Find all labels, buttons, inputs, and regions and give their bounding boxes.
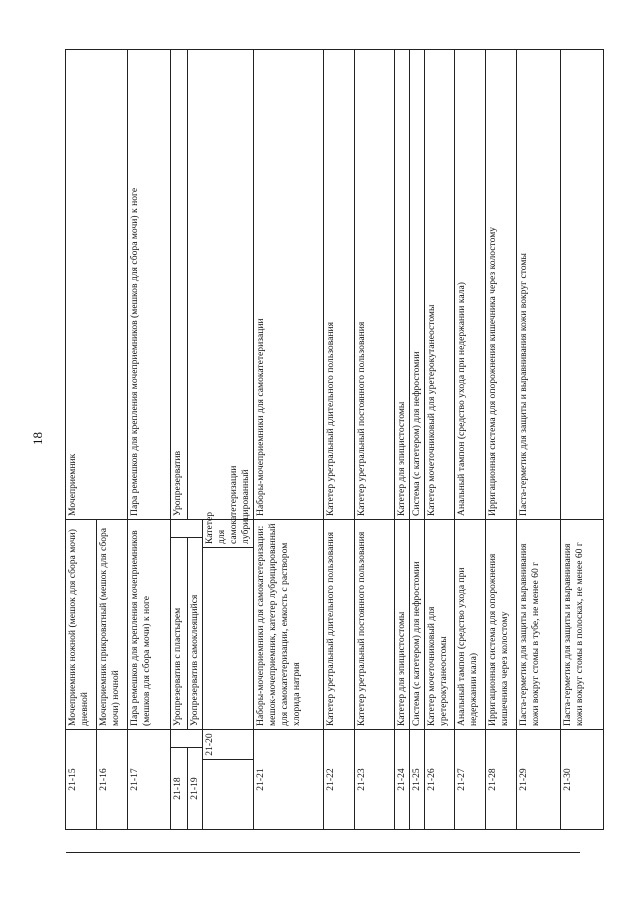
row-right: Анальный тампон (средство ухода при недержании кала) [455,49,486,519]
row-name: Пара ремешков для крепления мочеприемников (мешков для сбора мочи) к ноге [128,519,171,729]
row-number: 21-21 [254,729,324,829]
row-name: Наборы-мочеприемники для самокатетеризации: мешок-мочеприемник, катетер лубрицированный для самокатетеризации, емкость с раствором хлорида натрия [254,519,324,729]
table-row [395,49,410,829]
row-right: Катетер для эпицистостомы [395,49,410,519]
table-row [254,49,324,829]
row-right: Наборы-мочеприемники для самокатетеризации [254,49,324,519]
row-right: Паста-герметик для защиты и выравнивания кожи вокруг стомы [517,49,561,519]
row-number: 21-16 [97,729,128,829]
row-name: Анальный тампон (средство ухода при недержании кала) [455,519,486,729]
row-name: Уропрезерватив самоклеящийся [188,537,203,729]
row-number: 21-28 [486,729,517,829]
row-right: Уропрезерватив [171,49,188,519]
row-number: 21-18 [171,748,188,830]
row-number: 21-19 [188,748,203,830]
row-right: Система (с катетером) для нефростомии [410,49,425,519]
table-row [188,49,203,829]
top-spanning-cell: Мочеприемник [66,49,128,519]
table-row [324,49,355,829]
row-number: 21-24 [395,729,410,829]
table-row [66,49,97,829]
row-name: Паста-герметик для защиты и выравнивания кожи вокруг стомы в полосках, не менее 60 г [561,519,604,729]
row-name: Катетер мочеточниковый для уретерокутанеостомы [425,519,455,729]
row-name: Паста-герметик для защиты и выравнивания кожи вокруг стомы в тубе, не менее 60 г [517,519,561,729]
row-number: 21-20 [203,729,254,759]
table-row [171,49,188,829]
table-row [410,49,425,829]
row-number: 21-25 [410,729,425,829]
rotated-table-container [65,50,585,830]
table-row [486,49,517,829]
table-row [425,49,455,829]
row-right: Катетер уретральный постоянного пользования [355,49,395,519]
row-number: 21-27 [455,729,486,829]
row-right: Пара ремешков для крепления мочеприемников (мешков для сбора мочи) к ноге [128,49,171,519]
row-number: 21-15 [66,729,97,829]
row-name: Катетер для эпицистостомы [395,519,410,729]
row-name: Катетер уретральный постоянного пользования [355,519,395,729]
row-number: 21-30 [561,729,604,829]
blank-cell [188,49,254,519]
blank-cell [171,729,203,747]
row-number: 21-22 [324,729,355,829]
table-row [455,49,486,829]
row-name: Ирригационная система для опорожнения кишечника через колостому [486,519,517,729]
bottom-rule [66,852,580,853]
row-right: Ирригационная система для опорожнения кишечника через колостому [486,49,517,519]
row-name: Катетер уретральный длительного пользования [324,519,355,729]
row-number: 21-29 [517,729,561,829]
row-name: Катетер для самокатетеризации лубрицированный [203,519,254,547]
blank-cell [203,547,254,729]
product-table [65,49,604,830]
row-right: Катетер уретральный длительного пользования [324,49,355,519]
row-number: 21-17 [128,729,171,829]
row-number: 21-23 [355,729,395,829]
row-name: Мочеприемник ножной (мешок для сбора мочи) дневной [66,519,97,729]
blank-cell [203,760,254,830]
table-row [517,49,561,829]
row-number: 21-26 [425,729,455,829]
blank-cell [561,49,604,519]
table-row [561,49,604,829]
table-row [128,49,171,829]
table-row [355,49,395,829]
row-name: Уропрезерватив с пластырем [171,537,188,729]
row-name: Мочеприемник прикроватный (мешок для сбора мочи) ночной [97,519,128,729]
page-number: 18 [30,432,45,445]
row-name: Система (с катетером) для нефростомии [410,519,425,729]
blank-cell [171,519,203,537]
row-right: Катетер мочеточниковый для уретерокутанеостомы [425,49,455,519]
